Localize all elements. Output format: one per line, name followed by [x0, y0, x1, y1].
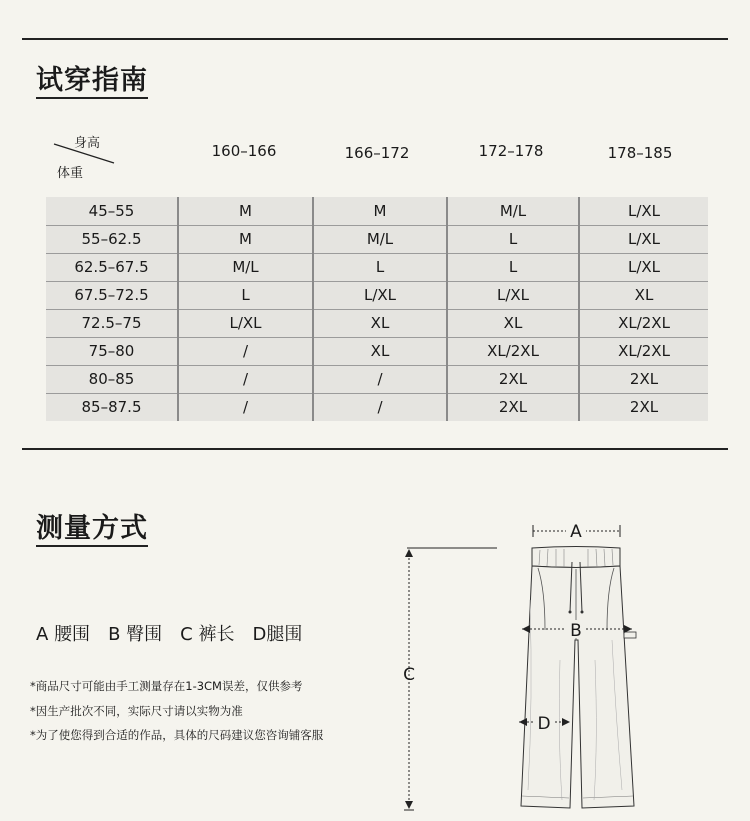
size-table-body [46, 197, 708, 421]
table-corner-header [48, 130, 178, 185]
size-cell: M [178, 225, 313, 253]
weight-cell: 67.5–72.5 [46, 281, 178, 309]
size-cell: / [178, 393, 313, 421]
size-cell: 2XL [447, 393, 579, 421]
measure-legend [36, 620, 302, 646]
weight-cell: 75–80 [46, 337, 178, 365]
size-cell: / [313, 365, 447, 393]
legend-letter: B [108, 624, 121, 645]
size-cell: XL [447, 309, 579, 337]
size-cell: L [447, 225, 579, 253]
size-cell: L/XL [579, 197, 708, 225]
weight-cell: 72.5–75 [46, 309, 178, 337]
size-cell: / [178, 337, 313, 365]
table-row [46, 197, 708, 225]
top-divider [22, 38, 728, 40]
size-table [46, 197, 708, 421]
pants-diagram [400, 515, 650, 821]
size-cell: XL/2XL [579, 309, 708, 337]
size-cell: L/XL [178, 309, 313, 337]
size-cell: 2XL [447, 365, 579, 393]
legend-letter: A [36, 624, 49, 645]
note-error-margin: *商品尺寸可能由手工测量存在1-3CM误差，仅供参考 [30, 679, 303, 693]
weight-cell: 55–62.5 [46, 225, 178, 253]
weight-cell: 62.5–67.5 [46, 253, 178, 281]
legend-label: 腰围 [54, 624, 91, 645]
weight-cell: 80–85 [46, 365, 178, 393]
weight-cell: 45–55 [46, 197, 178, 225]
height-label: 身高 [74, 136, 101, 151]
label-d: D [537, 714, 551, 734]
legend-letter: D [252, 624, 267, 645]
weight-label: 体重 [57, 166, 84, 181]
height-range-header: 172–178 [478, 142, 544, 160]
table-row [46, 393, 708, 421]
size-cell: M [178, 197, 313, 225]
size-cell: L [178, 281, 313, 309]
size-cell: L/XL [579, 253, 708, 281]
table-row [46, 365, 708, 393]
size-cell: / [313, 393, 447, 421]
size-cell: M [313, 197, 447, 225]
table-row [46, 253, 708, 281]
size-cell: M/L [447, 197, 579, 225]
size-cell: L [313, 253, 447, 281]
size-cell: L/XL [313, 281, 447, 309]
size-cell: / [178, 365, 313, 393]
size-cell: L [447, 253, 579, 281]
height-range-header: 166–172 [344, 144, 410, 162]
size-cell: XL [313, 337, 447, 365]
legend-label: 腿围 [266, 624, 303, 645]
note-advice: *为了使您得到合适的作品，具体的尺码建议您咨询铺客服 [30, 728, 324, 742]
size-cell: XL [579, 281, 708, 309]
table-row [46, 281, 708, 309]
size-cell: 2XL [579, 393, 708, 421]
size-cell: M/L [178, 253, 313, 281]
size-cell: 2XL [579, 365, 708, 393]
size-cell: XL/2XL [447, 337, 579, 365]
legend-label: 裤长 [198, 624, 235, 645]
measure-title: 测量方式 [36, 514, 148, 547]
note-batch: *因生产批次不同，实际尺寸请以实物为准 [30, 704, 243, 718]
height-range-header: 178–185 [607, 144, 673, 162]
size-cell: M/L [313, 225, 447, 253]
table-row [46, 309, 708, 337]
weight-cell: 85–87.5 [81, 398, 142, 417]
legend-letter: C [180, 624, 193, 645]
size-cell: L/XL [579, 225, 708, 253]
fit-guide-title: 试穿指南 [36, 66, 148, 99]
size-cell: XL/2XL [579, 337, 708, 365]
table-row [46, 337, 708, 365]
legend-item-length [180, 620, 234, 646]
label-a: A [570, 522, 582, 542]
legend-item-waist [36, 620, 90, 646]
table-row [46, 225, 708, 253]
label-b: B [570, 621, 582, 641]
size-cell: XL [313, 309, 447, 337]
height-range-header: 160–166 [211, 142, 277, 160]
middle-divider [22, 448, 728, 450]
label-c: C [403, 665, 415, 685]
legend-label: 臀围 [126, 624, 163, 645]
legend-item-hip [108, 620, 162, 646]
legend-item-leg [252, 620, 302, 646]
size-cell: L/XL [447, 281, 579, 309]
